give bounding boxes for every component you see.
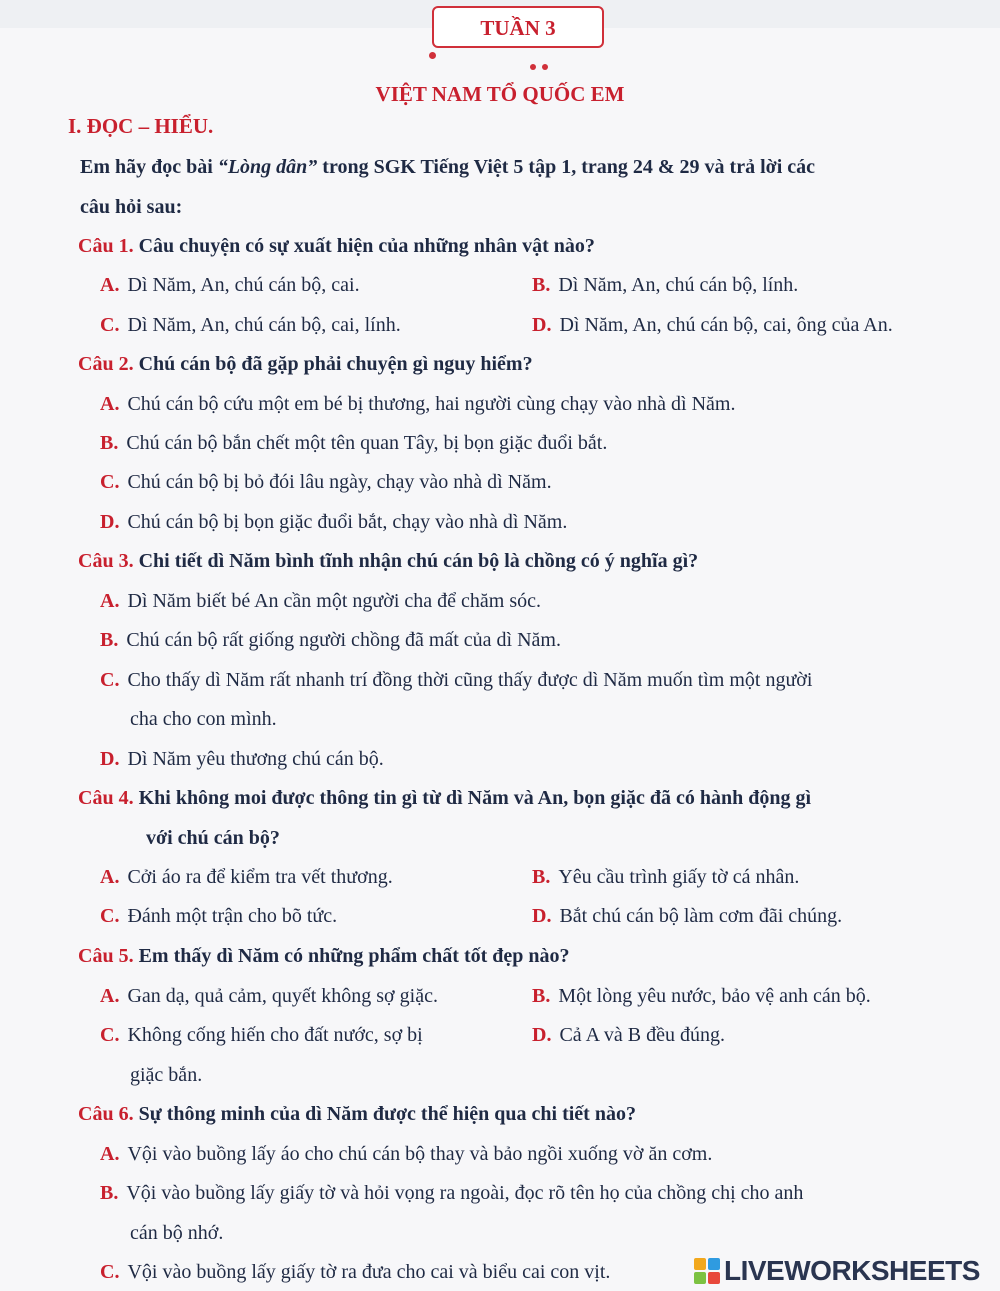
option-letter: D.	[100, 748, 120, 770]
option-text: Dì Năm biết bé An cần một người cha để chăm sóc.	[127, 590, 541, 612]
option-letter: D.	[532, 1024, 552, 1046]
question-text: Chú cán bộ đã gặp phải chuyện gì nguy hiểm?	[138, 353, 533, 375]
question-number: Câu 4.	[78, 787, 134, 809]
option-2d[interactable]	[100, 511, 567, 534]
option-6c[interactable]	[100, 1261, 610, 1284]
question-2	[78, 353, 533, 376]
page-title: VIỆT NAM TỔ QUỐC EM	[375, 82, 625, 106]
option-1a[interactable]	[100, 274, 360, 297]
liveworksheets-logo-icon	[694, 1258, 720, 1284]
option-2a[interactable]	[100, 393, 735, 416]
intro-text-2: trong SGK Tiếng Việt 5 tập 1, trang 24 & 29 và trả lời các	[317, 156, 816, 178]
intro-text: Em hãy đọc bài	[80, 156, 218, 178]
option-3c[interactable]	[100, 669, 812, 692]
option-letter: A.	[100, 866, 120, 888]
option-letter: B.	[532, 274, 551, 296]
option-text: Không cống hiến cho đất nước, sợ bị	[127, 1024, 423, 1046]
question-text: Khi không moi được thông tin gì từ dì Năm và An, bọn giặc đã có hành động gì	[138, 787, 812, 809]
option-letter: B.	[100, 629, 119, 651]
option-letter: A.	[100, 274, 120, 296]
option-letter: A.	[100, 590, 120, 612]
option-letter: D.	[100, 511, 120, 533]
option-text: Bắt chú cán bộ làm cơm đãi chúng.	[559, 905, 843, 927]
option-text: Gan dạ, quả cảm, quyết không sợ giặc.	[127, 985, 438, 1007]
option-letter: D.	[532, 314, 552, 336]
option-text: Dì Năm, An, chú cán bộ, cai, lính.	[127, 314, 401, 336]
option-letter: B.	[532, 866, 551, 888]
option-text: Một lòng yêu nước, bảo vệ anh cán bộ.	[558, 985, 871, 1007]
question-5	[78, 945, 570, 968]
question-number: Câu 5.	[78, 945, 134, 967]
option-5b[interactable]	[532, 985, 871, 1008]
question-number: Câu 2.	[78, 353, 134, 375]
watermark-text: LIVEWORKSHEETS	[724, 1255, 980, 1286]
logo-square-1	[694, 1258, 706, 1270]
option-text: Cả A và B đều đúng.	[559, 1024, 725, 1046]
option-1c[interactable]	[100, 314, 401, 337]
option-1b[interactable]	[532, 274, 798, 297]
question-4-continued: với chú cán bộ?	[146, 827, 280, 849]
option-text: Chú cán bộ bắn chết một tên quan Tây, bị bọn giặc đuổi bắt.	[126, 432, 608, 454]
week-label: TUẦN 3	[480, 16, 556, 40]
intro-line-1	[80, 156, 815, 179]
option-1d[interactable]	[532, 314, 893, 337]
question-text: Chi tiết dì Năm bình tĩnh nhận chú cán bộ là chồng có ý nghĩa gì?	[138, 550, 699, 572]
option-4a[interactable]	[100, 866, 393, 889]
option-letter: B.	[100, 432, 119, 454]
option-letter: C.	[100, 669, 120, 691]
question-6	[78, 1103, 636, 1126]
option-5c[interactable]	[100, 1024, 423, 1047]
question-number: Câu 3.	[78, 550, 134, 572]
option-letter: A.	[100, 1143, 120, 1165]
option-3a[interactable]	[100, 590, 541, 613]
question-text: Câu chuyện có sự xuất hiện của những nhân vật nào?	[138, 235, 595, 257]
intro-line-2: câu hỏi sau:	[80, 196, 183, 218]
option-letter: A.	[100, 985, 120, 1007]
liveworksheets-watermark[interactable]	[694, 1255, 986, 1287]
option-4c[interactable]	[100, 905, 337, 928]
option-text: Vội vào buồng lấy áo cho chú cán bộ thay và bảo ngồi xuống vờ ăn cơm.	[127, 1143, 713, 1165]
option-text: Chú cán bộ cứu một em bé bị thương, hai người cùng chạy vào nhà dì Năm.	[127, 393, 736, 415]
option-6b[interactable]	[100, 1182, 803, 1205]
option-2b[interactable]	[100, 432, 607, 455]
badge-dot-left	[429, 52, 436, 59]
question-1	[78, 235, 595, 258]
logo-square-4	[708, 1272, 720, 1284]
option-text: Vội vào buồng lấy giấy tờ và hỏi vọng ra ngoài, đọc rõ tên họ của chồng chị cho anh	[126, 1182, 804, 1204]
option-5d[interactable]	[532, 1024, 725, 1047]
option-letter: A.	[100, 393, 120, 415]
badge-dot-mid	[530, 64, 536, 70]
option-text: Dì Năm yêu thương chú cán bộ.	[127, 748, 384, 770]
option-letter: B.	[100, 1182, 119, 1204]
option-letter: B.	[532, 985, 551, 1007]
option-text: Vội vào buồng lấy giấy tờ ra đưa cho cai và biểu cai con vịt.	[127, 1261, 611, 1283]
question-number: Câu 1.	[78, 235, 134, 257]
option-text: Đánh một trận cho bõ tức.	[127, 905, 338, 927]
logo-square-2	[708, 1258, 720, 1270]
option-text: Dì Năm, An, chú cán bộ, cai, ông của An.	[559, 314, 893, 336]
badge-dot-right	[542, 64, 548, 70]
option-4d[interactable]	[532, 905, 842, 928]
option-letter: C.	[100, 1261, 120, 1283]
option-letter: C.	[100, 1024, 120, 1046]
option-text: Yêu cầu trình giấy tờ cá nhân.	[558, 866, 800, 888]
question-text: Em thấy dì Năm có những phẩm chất tốt đẹp nào?	[138, 945, 570, 967]
option-3b[interactable]	[100, 629, 561, 652]
option-letter: C.	[100, 471, 120, 493]
question-text: Sự thông minh của dì Năm được thể hiện qua chi tiết nào?	[138, 1103, 636, 1125]
option-5c-continued: giặc bắn.	[130, 1064, 203, 1086]
option-5a[interactable]	[100, 985, 438, 1008]
option-text: Chú cán bộ bị bọn giặc đuổi bắt, chạy vào nhà dì Năm.	[127, 511, 568, 533]
option-text: Chú cán bộ rất giống người chồng đã mất của dì Năm.	[126, 629, 561, 651]
option-3d[interactable]	[100, 748, 384, 771]
option-6a[interactable]	[100, 1143, 712, 1166]
option-6b-continued: cán bộ nhớ.	[130, 1222, 224, 1244]
week-badge	[432, 6, 604, 48]
option-text: Cởi áo ra để kiểm tra vết thương.	[127, 866, 393, 888]
option-text: Dì Năm, An, chú cán bộ, cai.	[127, 274, 360, 296]
option-letter: C.	[100, 905, 120, 927]
option-letter: C.	[100, 314, 120, 336]
question-3	[78, 550, 698, 573]
option-3c-continued: cha cho con mình.	[130, 708, 277, 730]
option-4b[interactable]	[532, 866, 799, 889]
question-4	[78, 787, 811, 810]
option-text: Cho thấy dì Năm rất nhanh trí đồng thời cũng thấy được dì Năm muốn tìm một người	[127, 669, 813, 691]
option-text: Dì Năm, An, chú cán bộ, lính.	[558, 274, 799, 296]
option-letter: D.	[532, 905, 552, 927]
option-2c[interactable]	[100, 471, 552, 494]
intro-italic-title: “Lòng dân”	[217, 156, 318, 178]
option-text: Chú cán bộ bị bỏ đói lâu ngày, chạy vào nhà dì Năm.	[127, 471, 552, 493]
question-number: Câu 6.	[78, 1103, 134, 1125]
logo-square-3	[694, 1272, 706, 1284]
section-heading: I. ĐỌC – HIỂU.	[68, 114, 214, 138]
